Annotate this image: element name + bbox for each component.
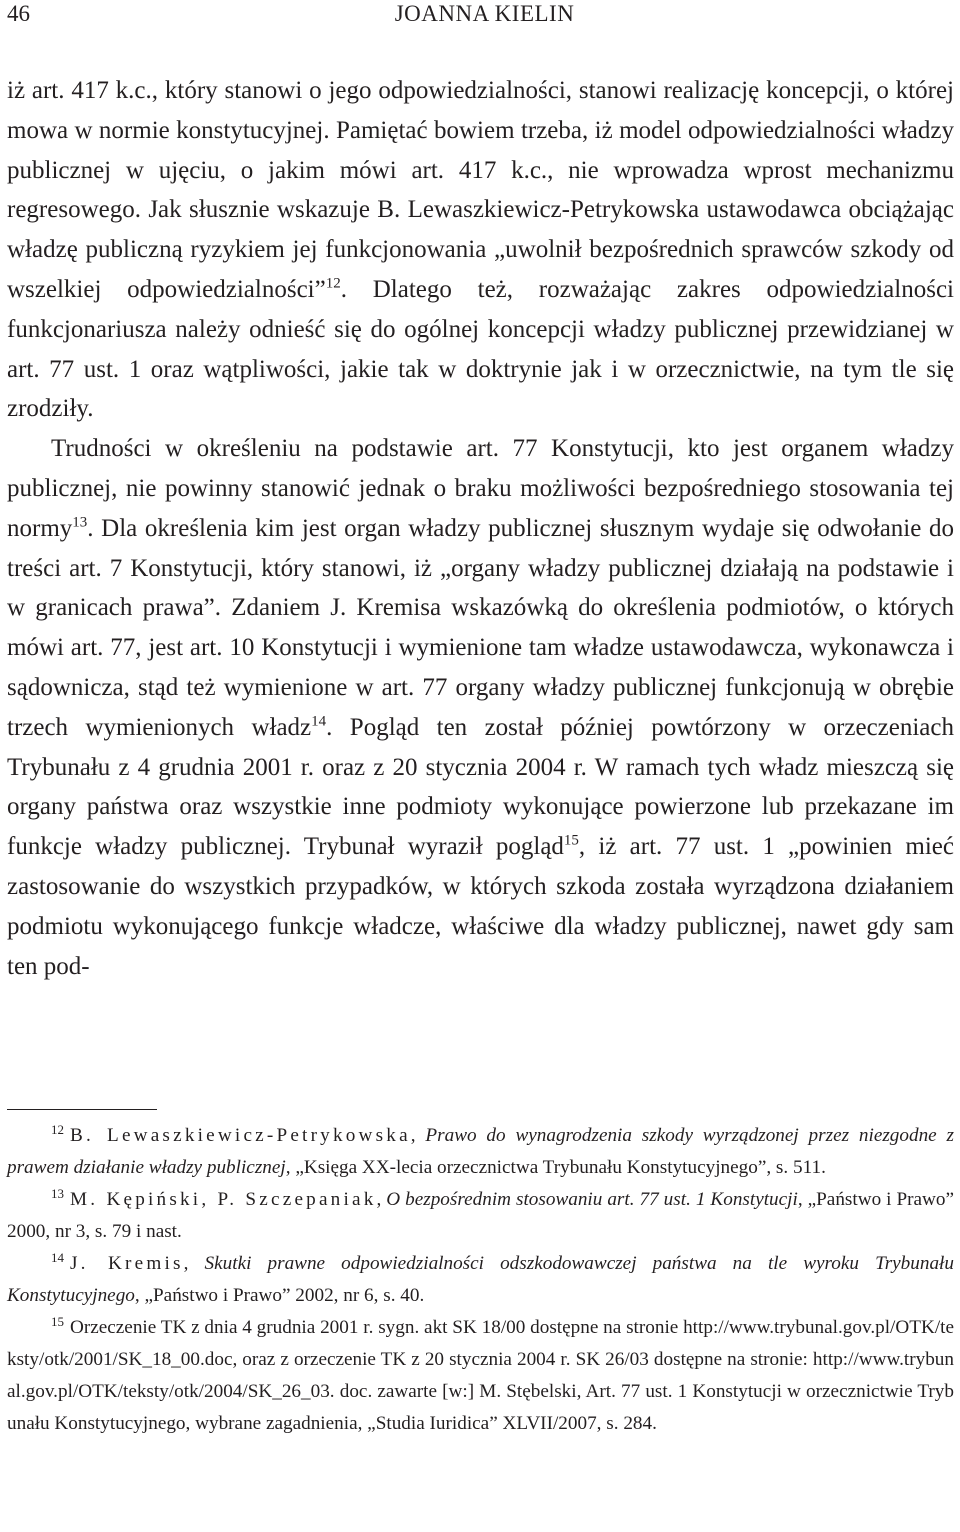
main-text xyxy=(7,71,954,986)
footnote-separator: , xyxy=(410,1125,426,1146)
paragraph-1 xyxy=(7,71,954,429)
running-head-author: JOANNA KIELIN xyxy=(394,1,575,26)
footnote-source: , „Państwo i Prawo” 2000, nr 3, s. 79 i nast. xyxy=(7,1189,955,1242)
footnote-14 xyxy=(7,1248,954,1312)
footnote-number: 12 xyxy=(51,1121,64,1137)
footnote-ref-14[interactable]: 14 xyxy=(311,713,327,730)
footnote-13 xyxy=(7,1184,954,1248)
paragraph-2 xyxy=(7,429,954,986)
page-number: 46 xyxy=(7,1,30,26)
footnotes xyxy=(7,1120,954,1440)
paragraph-2-text-a: Trudności w określeniu na podstawie art. 77 Konstytucji, kto jest organem władzy publicznej, nie powinny stanowić jednak o braku możliwości bezpośredniego stosowania tej normy xyxy=(7,435,954,542)
footnote-title: O bezpośrednim stosowaniu art. 77 ust. 1 Konstytucji xyxy=(386,1189,798,1210)
footnote-number: 15 xyxy=(51,1313,64,1329)
page-header xyxy=(7,0,954,28)
footnote-author: B. Lewaszkiewicz-Petrykowska xyxy=(70,1125,411,1146)
footnote-author: J. Kremis xyxy=(70,1253,184,1274)
footnote-source: , „Państwo i Prawo” 2002, nr 6, s. 40. xyxy=(134,1285,425,1306)
footnote-number: 14 xyxy=(51,1249,64,1265)
footnote-author: M. Kępiński, P. Szczepaniak xyxy=(70,1189,377,1210)
footnote-divider xyxy=(7,1109,157,1110)
footnote-ref-12[interactable]: 12 xyxy=(325,275,341,292)
footnote-number: 13 xyxy=(51,1185,64,1201)
footnote-ref-13[interactable]: 13 xyxy=(72,514,88,531)
paragraph-2-text-c: . Pogląd ten został później powtórzony w orzeczeniach Trybunału z 4 grudnia 2001 r. oraz z 20 stycznia 2004 r. W ramach tych władz mieszczą się organy państwa oraz wszystkie inne podmioty wykonujące powierzone lub przekazane im funkcje władzy publicznej. Trybunał wyraził pogląd xyxy=(7,713,954,861)
footnote-12 xyxy=(7,1120,954,1184)
paragraph-2-text-b: . Dla określenia kim jest organ władzy publicznej słusznym wydaje się odwołanie do treści art. 7 Konstytucji, który stanowi, iż „organy władzy publicznej działają na podstawie i w granicach prawa”. Zdaniem J. Kremisa wskazówką do określenia podmiotów, o których mówi art. 77, jest art. 10 Konstytucji i wymienione tam władze ustawodawcza, wykonawcza i sądownicza, stąd też wymienione w art. 77 organy władzy publicznej funkcjonują w obrębie trzech wymienionych władz xyxy=(7,514,954,741)
paragraph-1-text-b: . Dlatego też, rozważając zakres odpowiedzialności funkcjonariusza należy odnieść się do ogólnej koncepcji władzy publicznej przewidzianej w art. 77 ust. 1 oraz wątpliwości, jakie tak w doktrynie jak i w orzecznictwie, na tym tle się zrodziły. xyxy=(7,275,954,423)
footnote-separator: , xyxy=(183,1253,205,1274)
footnote-separator: , xyxy=(376,1189,387,1210)
footnote-text: Orzeczenie TK z dnia 4 grudnia 2001 r. sygn. akt SK 18/00 dostępne na stronie http://www.trybunal.gov.pl/OTK/teksty/otk/2001/SK_18_00.doc, oraz z orzeczenie TK z 20 stycznia 2004 r. SK 26/03 dostępne na stronie: http://www.trybunal.gov.pl/OTK/teksty/otk/2004/SK_26_03. doc. zawarte [w:] M. Stębelski, Art. 77 ust. 1 Konstytucji w orzecznictwie Trybunału Konstytucyjnego, wybrane zagadnienia, „Studia Iuridica” XLVII/2007, s. 284. xyxy=(7,1317,954,1434)
footnote-title: Skutki prawne odpowiedzialności odszkodowawczej państwa na tle wyroku Trybunału Konstytucyjnego xyxy=(7,1253,954,1306)
footnote-ref-15[interactable]: 15 xyxy=(563,832,579,849)
paragraph-1-text-a: iż art. 417 k.c., który stanowi o jego odpowiedzialności, stanowi realizację koncepcji, o której mowa w normie konstytucyjnej. Pamiętać bowiem trzeba, iż model odpowiedzialności władzy publicznej w ujęciu, o jakim mówi art. 417 k.c., nie wprowadza wprost mechanizmu regresowego. Jak słusznie wskazuje B. Lewaszkiewicz-Petrykowska ustawodawca obciążając władzę publiczną ryzykiem jej funkcjonowania „uwolnił bezpośrednich sprawców szkody od wszelkiej odpowiedzialności” xyxy=(7,77,954,303)
footnote-title: Prawo do wynagrodzenia szkody wyrządzonej przez niezgodne z prawem działanie władzy publicznej xyxy=(7,1125,954,1178)
footnote-15 xyxy=(7,1312,954,1440)
paragraph-2-text-d: , iż art. 77 ust. 1 „powinien mieć zastosowanie do wszystkich przypadków, w których szkoda została wyrządzona działaniem podmiotu wykonującego funkcje władcze, właściwe dla władzy publicznej, nawet gdy sam ten pod- xyxy=(7,833,954,980)
footnote-source: , „Księga XX-lecia orzecznictwa Trybunału Konstytucyjnego”, s. 511. xyxy=(285,1157,826,1178)
